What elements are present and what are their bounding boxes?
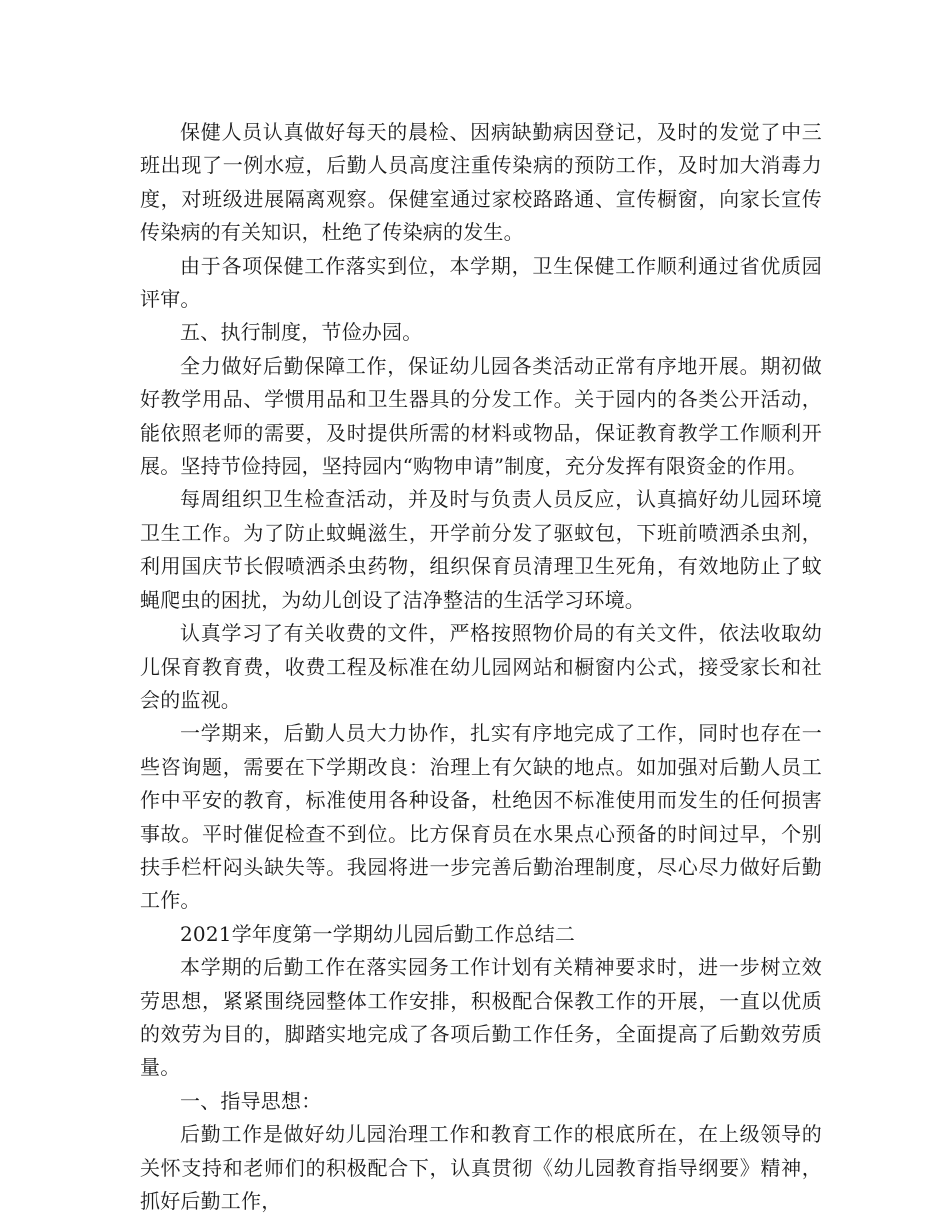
paragraph-foundation: 后勤工作是做好幼儿园治理工作和教育工作的根底所在，在上级领导的关怀支持和老师们的积极配合下，认真贯彻《幼儿园教育指导纲要》精神，抓好后勤工作， xyxy=(140,1122,822,1213)
paragraph-service-thinking: 本学期的后勤工作在落实园务工作计划有关精神要求时，进一步树立效劳思想，紧紧围绕园整体工作安排，积极配合保教工作的开展，一直以优质的效劳为目的，脚踏实地完成了各项后勤工作任务，全面提高了后勤效劳质量。 xyxy=(140,955,822,1080)
paragraph-semester-summary: 一学期来，后勤人员大力协作，扎实有序地完成了工作，同时也存在一些咨询题，需要在下学期改良：治理上有欠缺的地点。如加强对后勤人员工作中平安的教育，标准使用各种设备，杜绝因不标准使用而发生的任何损害事故。平时催促检查不到位。比方保育员在水果点心预备的时间过早，个别扶手栏杆闷头缺失等。我园将进一步完善后勤治理制度，尽心尽力做好后勤工作。 xyxy=(140,721,822,913)
section-heading-guiding-thought: 一、指导思想： xyxy=(180,1088,322,1113)
section-heading-five: 五、执行制度，节俭办园。 xyxy=(180,320,423,345)
paragraph-logistics-support: 全力做好后勤保障工作，保证幼儿园各类活动正常有序地开展。期初做好教学用品、学惯用品和卫生器具的分发工作。关于园内的各类公开活动，能依照老师的需要，及时提供所需的材料或物品，保证教育教学工作顺利开展。坚持节俭持园，坚持园内“购物申请”制度，充分发挥有限资金的作用。 xyxy=(140,353,822,479)
document-page xyxy=(140,116,822,1218)
paragraph-health-checks: 保健人员认真做好每天的晨检、因病缺勤病因登记，及时的发觉了中三班出现了一例水痘，后勤人员高度注重传染病的预防工作，及时加大消毒力度，对班级进展隔离观察。保健室通过家校路路通、宣传橱窗，向家长宣传传染病的有关知识，杜绝了传染病的发生。 xyxy=(140,120,822,245)
section-title-summary-two: 2021学年度第一学期幼儿园后勤工作总结二 xyxy=(180,921,576,946)
paragraph-health-review: 由于各项保健工作落实到位，本学期，卫生保健工作顺利通过省优质园评审。 xyxy=(140,253,822,312)
paragraph-hygiene-inspection: 每周组织卫生检查活动，并及时与负责人员反应，认真搞好幼儿园环境卫生工作。为了防止蚊蝇滋生，开学前分发了驱蚊包，下班前喷洒杀虫剂，利用国庆节长假喷洒杀虫药物，组织保育员清理卫生死角，有效地防止了蚊蝇爬虫的困扰，为幼儿创设了洁净整洁的生活学习环境。 xyxy=(140,487,822,612)
paragraph-fees: 认真学习了有关收费的文件，严格按照物价局的有关文件，依法收取幼儿保育教育费，收费工程及标准在幼儿园网站和橱窗内公式，接受家长和社会的监视。 xyxy=(140,621,822,712)
